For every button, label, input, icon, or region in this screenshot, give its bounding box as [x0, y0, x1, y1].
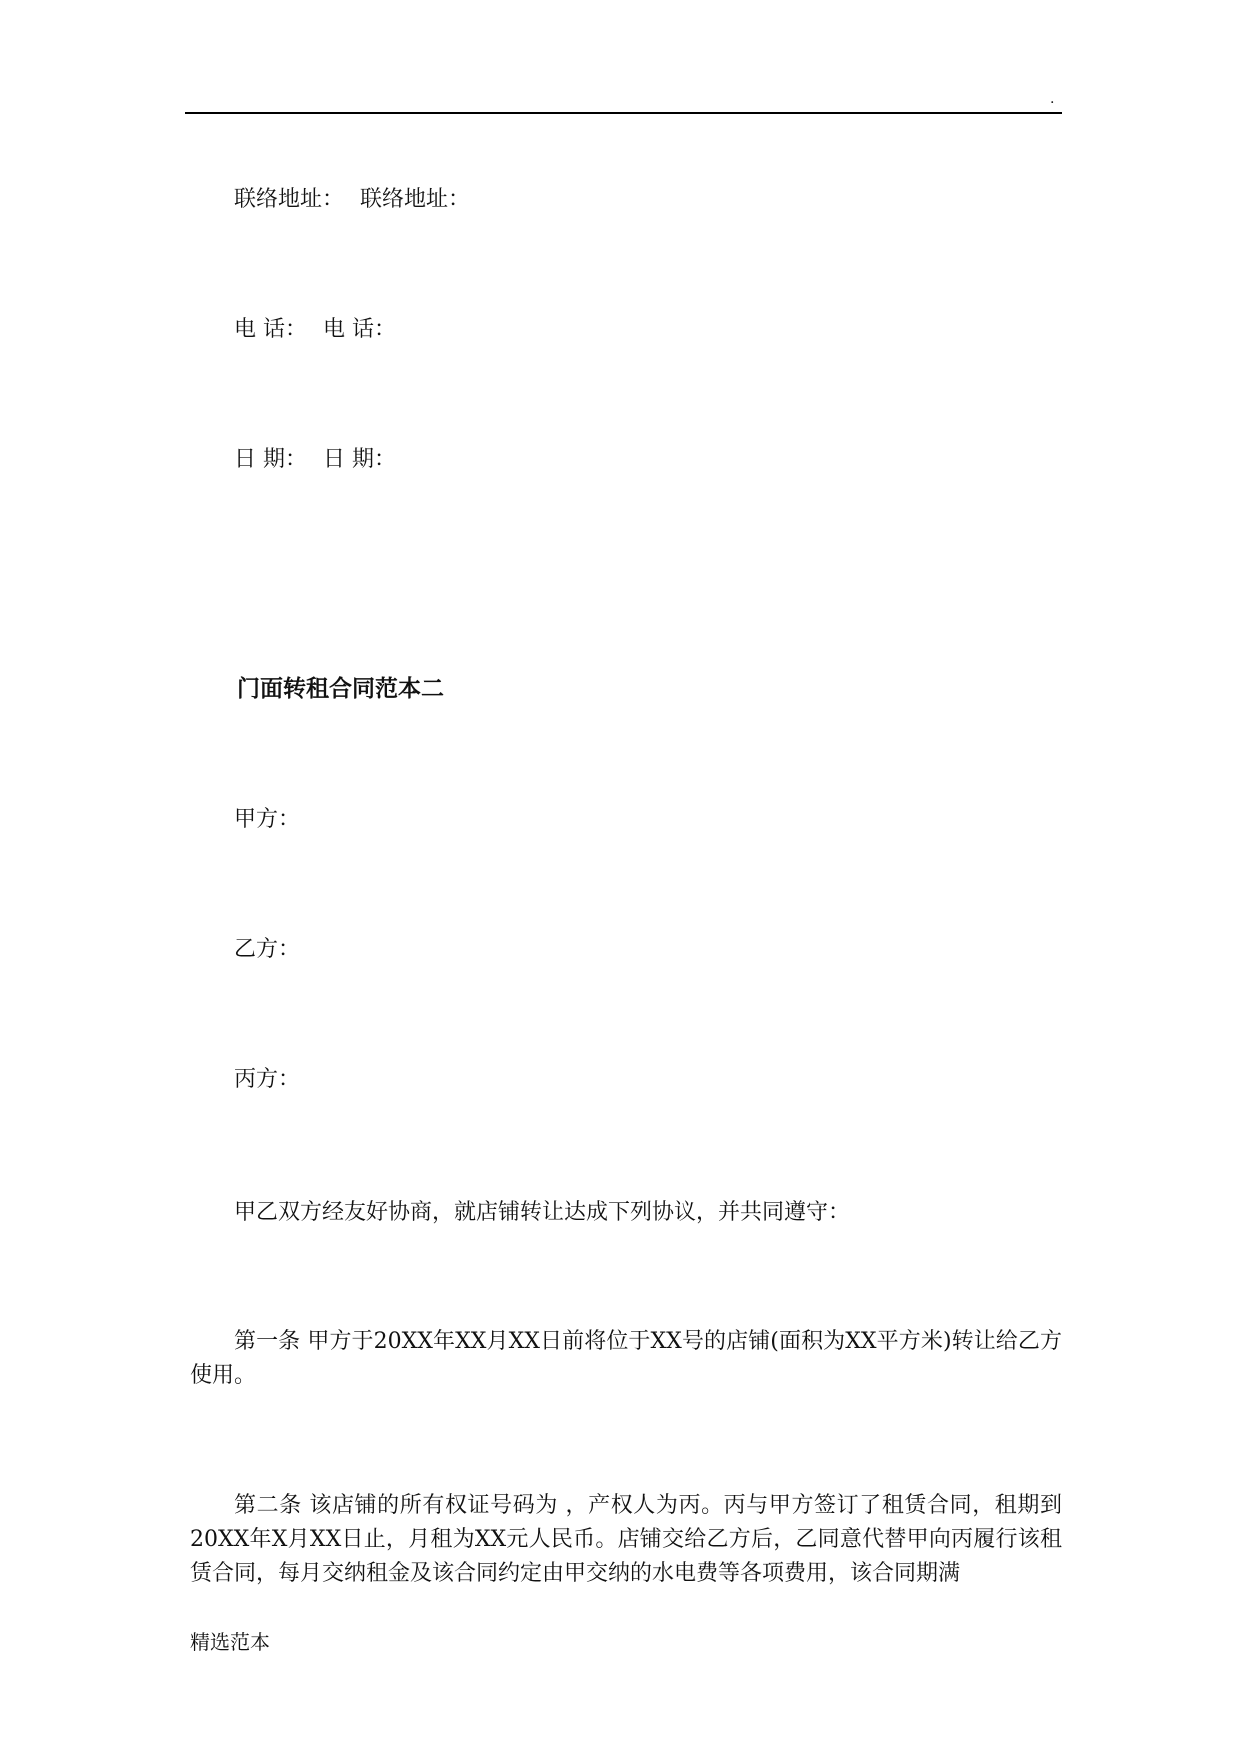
document-title: 门面转租合同范本二	[237, 675, 444, 702]
footer-label: 精选范本	[190, 1630, 270, 1654]
header-mark: .	[1050, 91, 1055, 107]
address-label-party-a: 联络地址：	[234, 187, 345, 212]
party-a-label: 甲方：	[234, 807, 301, 832]
address-label-party-b: 联络地址：	[360, 187, 471, 212]
date-line	[234, 443, 396, 477]
intro-paragraph: 甲乙双方经友好协商，就店铺转让达成下列协议，并共同遵守：	[234, 1200, 851, 1225]
phone-label-party-b: 电 话：	[323, 317, 396, 342]
article-1-paragraph: 第一条 甲方于20XX年XX月XX日前将位于XX号的店铺(面积为XX平方米)转让给乙方使用。	[190, 1329, 1062, 1388]
address-line	[234, 183, 470, 217]
party-b-label: 乙方：	[234, 937, 301, 962]
date-label-party-b: 日 期：	[323, 447, 396, 472]
phone-label-party-a: 电 话：	[234, 317, 307, 342]
article-2-paragraph: 第二条 该店铺的所有权证号码为 ，产权人为丙。丙与甲方签订了租赁合同，租期到20XX年X月XX日止，月租为XX元人民币。店铺交给乙方后，乙同意代替甲向丙履行该租赁合同，每月交纳租金及该合同约定由甲交纳的水电费等各项费用，该合同期满	[190, 1493, 1062, 1586]
date-label-party-a: 日 期：	[234, 447, 307, 472]
party-c-label: 丙方：	[234, 1067, 301, 1092]
phone-line	[234, 313, 396, 347]
header-rule	[185, 112, 1062, 114]
